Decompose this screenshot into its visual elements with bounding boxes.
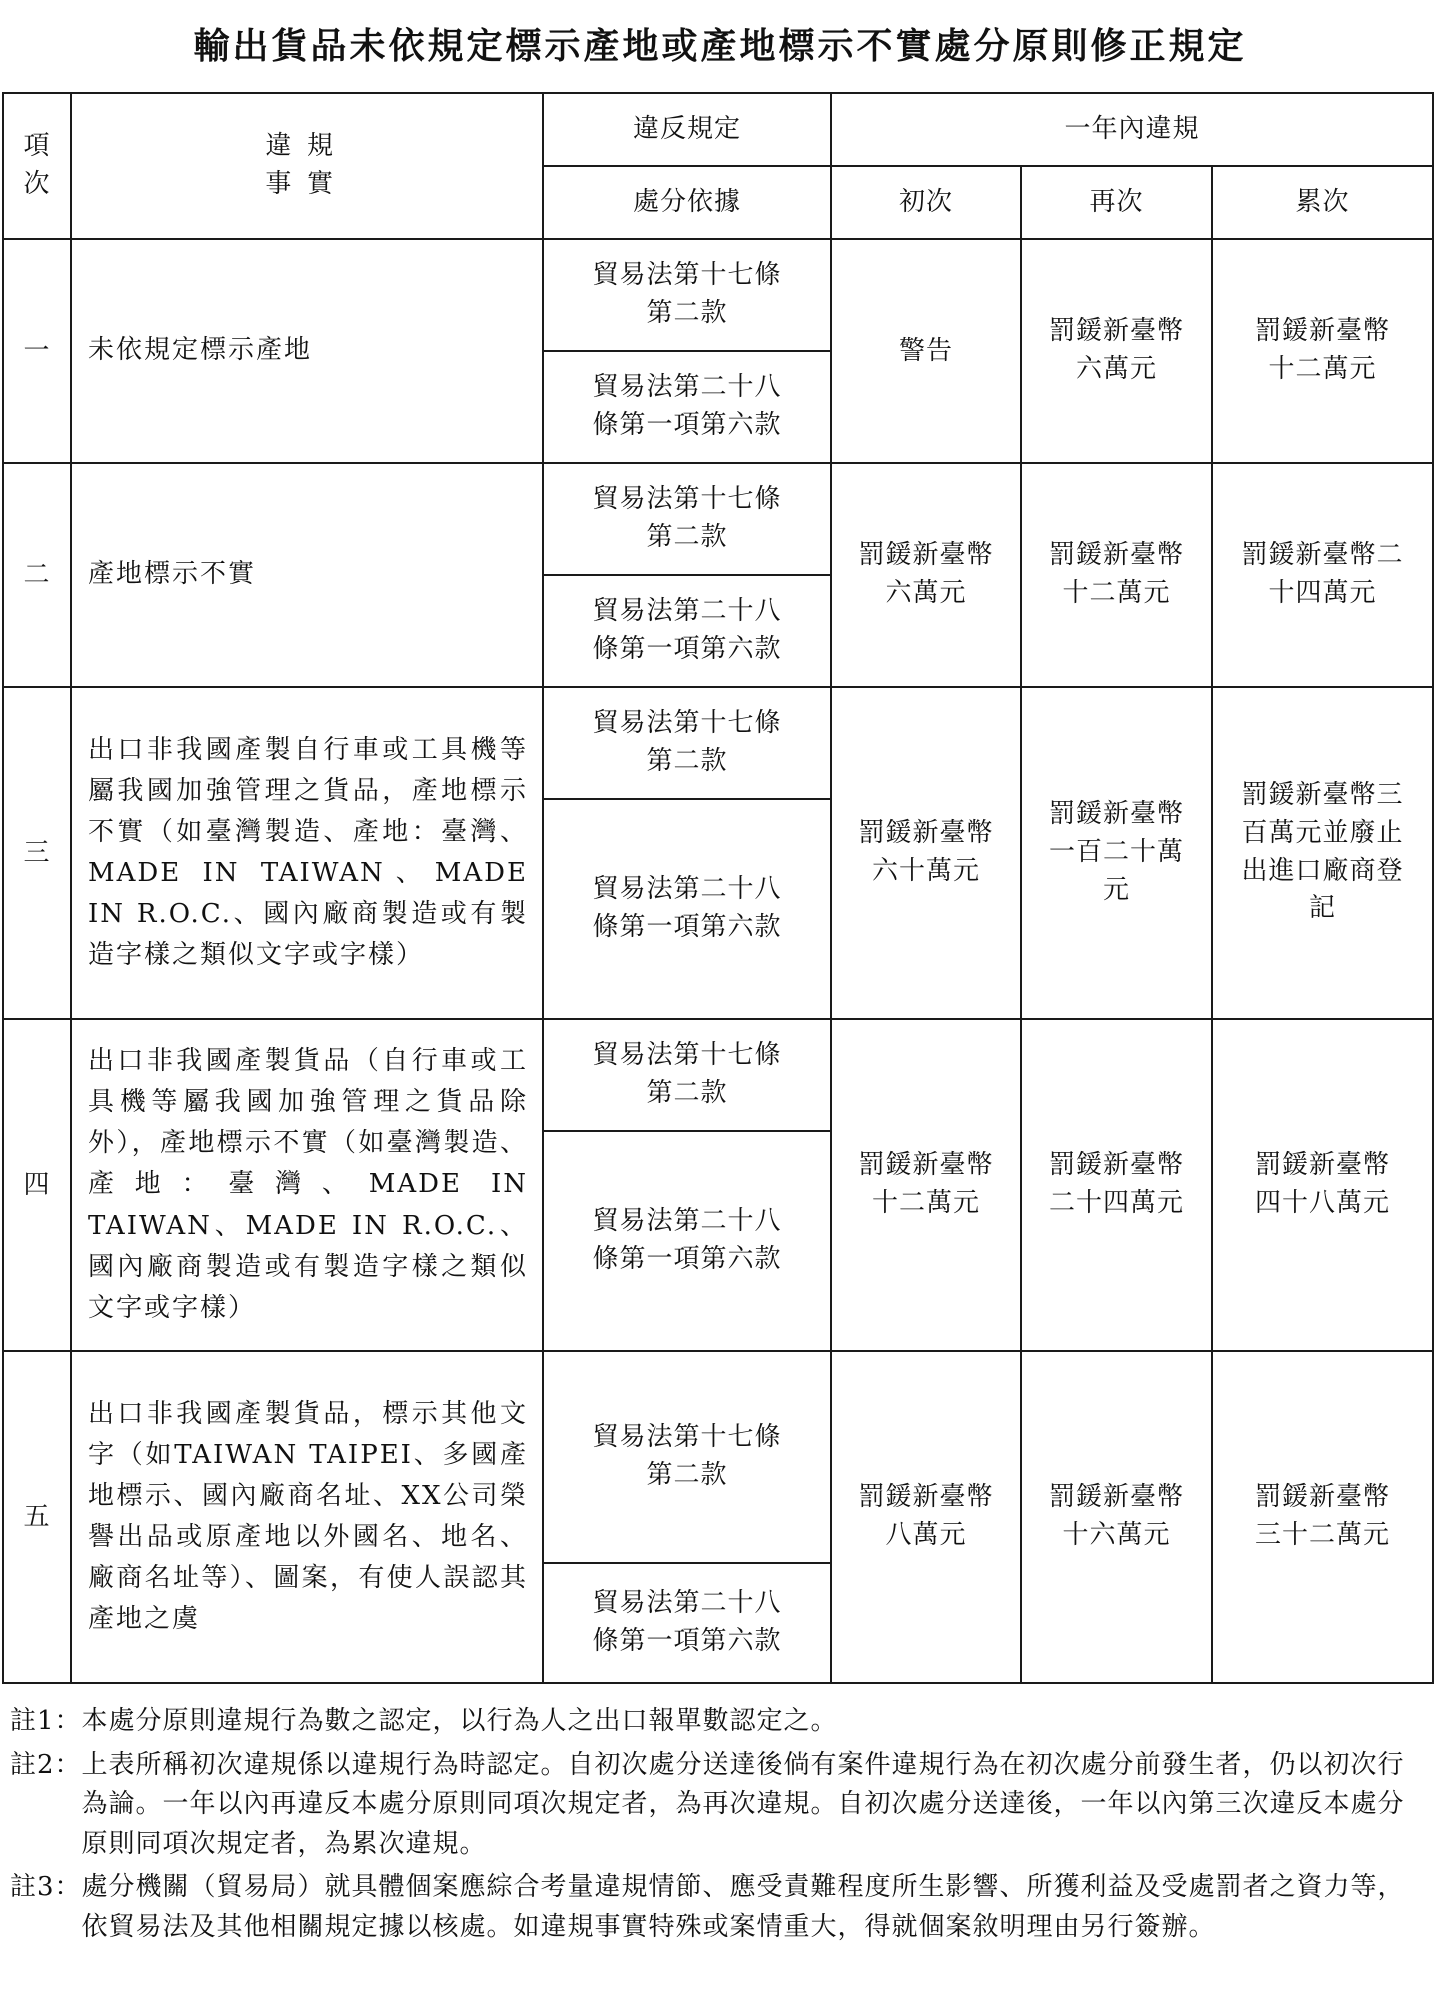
footnote-label: 註1： — [10, 1706, 82, 1736]
row-penalty-second: 罰鍰新臺幣一百二十萬元 — [1021, 687, 1212, 1019]
row-penalty-first: 罰鍰新臺幣六萬元 — [831, 463, 1021, 687]
footnote-text: 上表所稱初次違規係以違規行為時認定。自初次處分送達後倘有案件違規行為在初次處分前發生者，仍以初次行為論。一年以內再違反本處分原則同項次規定者，為再次違規。自初次處分送達後，一年以內第三次違反本處分原則同項次規定者，為累次違規。 — [81, 1749, 1405, 1859]
table-row — [3, 1351, 1433, 1563]
row-index: 三 — [3, 687, 71, 1019]
row-penalty-second: 罰鍰新臺幣十六萬元 — [1021, 1351, 1212, 1683]
row-penalty-cumulative: 罰鍰新臺幣四十八萬元 — [1212, 1019, 1433, 1351]
table-row — [3, 1019, 1433, 1131]
row-penalty-cumulative: 罰鍰新臺幣十二萬元 — [1212, 239, 1433, 463]
row-index: 二 — [3, 463, 71, 687]
row-index: 一 — [3, 239, 71, 463]
header-cumulative: 累次 — [1212, 166, 1433, 239]
row-basis-article17: 貿易法第十七條第二款 — [543, 1351, 831, 1563]
document-title: 輸出貨品未依規定標示產地或產地標示不實處分原則修正規定 — [193, 26, 1247, 67]
row-penalty-second: 罰鍰新臺幣十二萬元 — [1021, 463, 1212, 687]
footnote-text: 本處分原則違規行為數之認定，以行為人之出口報單數認定之。 — [81, 1706, 838, 1736]
row-penalty-first: 罰鍰新臺幣六十萬元 — [831, 687, 1021, 1019]
row-basis-article28: 貿易法第二十八條第一項第六款 — [543, 575, 831, 687]
row-index: 五 — [3, 1351, 71, 1683]
footnote-label: 註3： — [10, 1872, 82, 1903]
row-penalty-cumulative: 罰鍰新臺幣三十二萬元 — [1212, 1351, 1433, 1683]
row-basis-article17: 貿易法第十七條第二款 — [543, 239, 831, 351]
table-row — [3, 687, 1433, 799]
row-index: 四 — [3, 1019, 71, 1351]
footnote-2 — [10, 1746, 1426, 1865]
row-fact: 出口非我國產製貨品，標示其他文字（如TAIWAN TAIPEI、多國產地標示、國內廠商名址、XX公司榮譽出品或原產地以外國名、地名、廠商名址等）、圖案，有使人誤認其產地之虞 — [71, 1351, 543, 1683]
table-row — [3, 463, 1433, 575]
penalty-table — [2, 92, 1434, 1684]
row-basis-article17: 貿易法第十七條第二款 — [543, 687, 831, 799]
header-rule: 違反規定 — [543, 93, 831, 166]
header-basis: 處分依據 — [543, 166, 831, 239]
row-basis-article28: 貿易法第二十八條第一項第六款 — [543, 1131, 831, 1351]
row-basis-article17: 貿易法第十七條第二款 — [543, 1019, 831, 1131]
row-penalty-first: 罰鍰新臺幣十二萬元 — [831, 1019, 1021, 1351]
row-fact: 未依規定標示產地 — [71, 239, 543, 463]
row-penalty-first: 警告 — [831, 239, 1021, 463]
footnote-label: 註2： — [10, 1749, 82, 1780]
row-basis-article28: 貿易法第二十八條第一項第六款 — [543, 1563, 831, 1683]
table-row — [3, 239, 1433, 351]
header-second: 再次 — [1021, 166, 1212, 239]
row-basis-article17: 貿易法第十七條第二款 — [543, 463, 831, 575]
row-fact: 產地標示不實 — [71, 463, 543, 687]
row-fact: 出口非我國產製自行車或工具機等屬我國加強管理之貨品，產地標示不實（如臺灣製造、產地：臺灣、MADE IN TAIWAN、MADE IN R.O.C.、國內廠商製造或有製造字樣之類似文字或字樣） — [71, 687, 543, 1019]
footnote-3 — [10, 1868, 1426, 1947]
header-within-year: 一年內違規 — [831, 93, 1433, 166]
footnote-text: 處分機關（貿易局）就具體個案應綜合考量違規情節、應受責難程度所生影響、所獲利益及受處罰者之資力等，依貿易法及其他相關規定據以核處。如違規事實特殊或案情重大，得就個案敘明理由另行簽辦。 — [81, 1872, 1405, 1942]
row-penalty-first: 罰鍰新臺幣八萬元 — [831, 1351, 1021, 1683]
row-penalty-cumulative: 罰鍰新臺幣三百萬元並廢止出進口廠商登記 — [1212, 687, 1433, 1019]
header-first: 初次 — [831, 166, 1021, 239]
header-fact: 違規事實 — [71, 93, 543, 239]
row-fact: 出口非我國產製貨品（自行車或工具機等屬我國加強管理之貨品除外），產地標示不實（如臺灣製造、產地：臺灣、MADE IN TAIWAN、MADE IN R.O.C.、國內廠商製造或有製造字樣之類似文字或字樣） — [71, 1019, 543, 1351]
header-index: 項次 — [3, 93, 71, 239]
row-penalty-cumulative: 罰鍰新臺幣二十四萬元 — [1212, 463, 1433, 687]
footnote-1 — [10, 1702, 1426, 1742]
footnotes — [10, 1702, 1426, 1951]
row-basis-article28: 貿易法第二十八條第一項第六款 — [543, 799, 831, 1019]
row-penalty-second: 罰鍰新臺幣二十四萬元 — [1021, 1019, 1212, 1351]
row-penalty-second: 罰鍰新臺幣六萬元 — [1021, 239, 1212, 463]
row-basis-article28: 貿易法第二十八條第一項第六款 — [543, 351, 831, 463]
